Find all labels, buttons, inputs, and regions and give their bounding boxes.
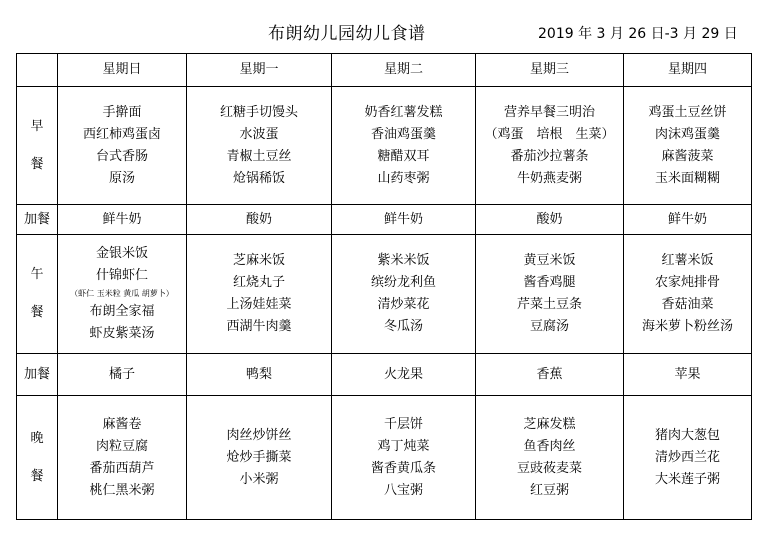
menu-cell <box>624 396 752 520</box>
dish: 海米萝卜粉丝汤 <box>641 319 733 334</box>
dish: 麻酱菠菜 <box>661 148 714 164</box>
dish: 炝炒手撕菜 <box>226 449 292 465</box>
menu-cell <box>332 396 476 520</box>
dish: 红薯米饭 <box>661 253 714 268</box>
snack-label: 加餐 <box>17 205 58 235</box>
dish: 肉粒豆腐 <box>95 438 148 454</box>
menu-cell: 鲜牛奶 <box>624 205 752 235</box>
label-char: 餐 <box>30 305 44 320</box>
menu-cell <box>58 235 187 354</box>
dish: 冬瓜汤 <box>383 319 423 334</box>
menu-cell: 酸奶 <box>476 205 624 235</box>
menu-cell <box>58 396 187 520</box>
menu-cell <box>624 87 752 205</box>
menu-cell <box>624 235 752 354</box>
dish: 鸡蛋土豆丝饼 <box>648 104 727 120</box>
label-char: 餐 <box>30 156 44 172</box>
dish: 糖醋双耳 <box>377 148 430 164</box>
dish: 芹菜土豆条 <box>516 297 582 312</box>
dish: 大米莲子粥 <box>654 471 720 487</box>
dish: 原汤 <box>108 170 135 186</box>
dish: 酱香黄瓜条 <box>370 460 436 476</box>
dish: 八宝粥 <box>383 482 423 498</box>
menu-cell <box>187 396 332 520</box>
dish: 台式香肠 <box>95 148 148 164</box>
dish: 香油鸡蛋羹 <box>370 126 436 142</box>
dish: 牛奶燕麦粥 <box>516 170 582 186</box>
menu-cell <box>476 235 624 354</box>
dish: 清炒西兰花 <box>654 449 720 465</box>
dish: 西红柿鸡蛋卤 <box>82 126 161 142</box>
date-range: 2019 年 3 月 26 日-3 月 29 日 <box>538 26 738 42</box>
dish: 营养早餐三明治 <box>503 104 595 120</box>
dish: 水波蛋 <box>239 126 279 142</box>
snack-label: 加餐 <box>17 354 58 396</box>
menu-cell: 鲜牛奶 <box>332 205 476 235</box>
dish: 酱香鸡腿 <box>523 275 576 290</box>
page-title: 布朗幼儿园幼儿食谱 <box>268 24 426 44</box>
snack-row <box>17 205 752 235</box>
dish: 黄豆米饭 <box>523 253 576 268</box>
dish: 西湖牛肉羹 <box>226 319 292 334</box>
label-char: 晚 <box>30 430 44 446</box>
label-char: 餐 <box>30 468 44 484</box>
dish: 芝麻米饭 <box>232 253 285 268</box>
menu-cell: 橘子 <box>58 354 187 396</box>
dish: 鱼香肉丝 <box>523 438 576 454</box>
menu-cell <box>332 235 476 354</box>
dish: 芝麻发糕 <box>523 416 576 432</box>
dish: 奶香红薯发糕 <box>364 104 443 120</box>
dish: 缤纷龙利鱼 <box>370 275 436 290</box>
dish: 山药枣粥 <box>377 170 430 186</box>
menu-cell: 火龙果 <box>332 354 476 396</box>
lunch-label <box>17 235 58 354</box>
dish: 豆豉莜麦菜 <box>516 460 582 476</box>
menu-cell: 酸奶 <box>187 205 332 235</box>
menu-cell <box>187 235 332 354</box>
menu-cell <box>476 87 624 205</box>
dish: 千层饼 <box>383 416 423 432</box>
day-header: 星期四 <box>624 54 752 87</box>
dish: 手擀面 <box>102 104 142 120</box>
dinner-row <box>17 396 752 520</box>
dish: 红烧丸子 <box>232 275 285 290</box>
menu-cell <box>58 87 187 205</box>
dish: 青椒土豆丝 <box>226 148 292 164</box>
day-header: 星期二 <box>332 54 476 87</box>
dish: 麻酱卷 <box>102 416 142 432</box>
dish: 虾皮紫菜汤 <box>89 326 155 341</box>
dish: 豆腐汤 <box>529 319 569 334</box>
dish: 农家炖排骨 <box>654 275 720 290</box>
breakfast-row <box>17 87 752 205</box>
dish: （鸡蛋 培根 生菜） <box>484 126 615 142</box>
menu-table <box>16 53 752 520</box>
day-header: 星期日 <box>58 54 187 87</box>
dish-note: （虾仁 玉米粒 黄瓜 胡萝卜） <box>70 289 174 298</box>
dish: 清炒菜花 <box>377 297 430 312</box>
dish: 猪肉大葱包 <box>654 427 720 443</box>
label-char: 早 <box>30 118 44 134</box>
dish: 炝锅稀饭 <box>232 170 285 186</box>
dish: 肉丝炒饼丝 <box>226 427 292 443</box>
dish: 红豆粥 <box>529 482 569 498</box>
label-char: 午 <box>30 267 44 282</box>
lunch-row <box>17 235 752 354</box>
header-row <box>17 54 752 87</box>
dish: 桃仁黑米粥 <box>89 482 155 498</box>
breakfast-label <box>17 87 58 205</box>
menu-cell: 香蕉 <box>476 354 624 396</box>
dish: 什锦虾仁 <box>95 268 148 283</box>
dish: 番茄沙拉薯条 <box>510 148 589 164</box>
snack-row <box>17 354 752 396</box>
menu-cell <box>332 87 476 205</box>
dinner-label <box>17 396 58 520</box>
dish: 香菇油菜 <box>661 297 714 312</box>
menu-cell: 苹果 <box>624 354 752 396</box>
menu-cell: 鸭梨 <box>187 354 332 396</box>
dish: 红糖手切馒头 <box>219 104 298 120</box>
dish: 鸡丁炖菜 <box>377 438 430 454</box>
dish: 玉米面糊糊 <box>654 170 720 186</box>
dish: 布朗全家福 <box>89 304 155 319</box>
menu-cell <box>187 87 332 205</box>
menu-cell <box>476 396 624 520</box>
dish: 上汤娃娃菜 <box>226 297 292 312</box>
menu-cell: 鲜牛奶 <box>58 205 187 235</box>
day-header: 星期三 <box>476 54 624 87</box>
dish: 小米粥 <box>239 471 279 487</box>
dish: 金银米饭 <box>95 246 148 261</box>
corner-cell <box>17 54 58 87</box>
dish: 番茄西葫芦 <box>89 460 155 476</box>
day-header: 星期一 <box>187 54 332 87</box>
dish: 紫米米饭 <box>377 253 430 268</box>
dish: 肉沫鸡蛋羹 <box>654 126 720 142</box>
